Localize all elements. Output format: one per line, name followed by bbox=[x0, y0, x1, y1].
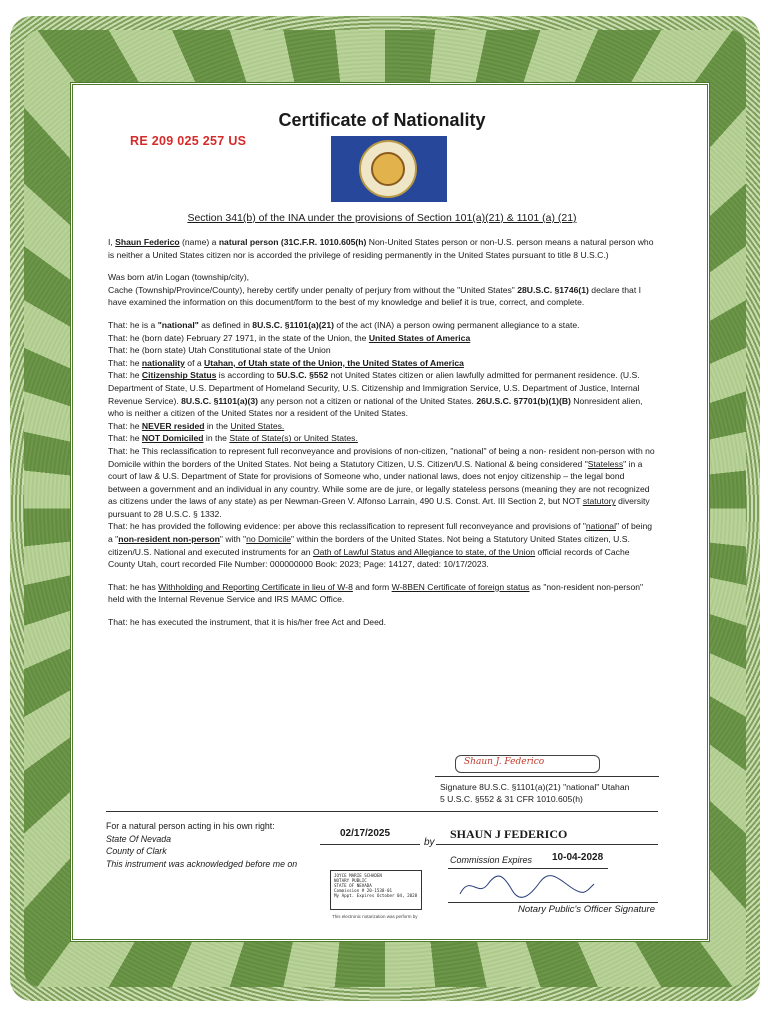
certificate-paper bbox=[88, 98, 676, 933]
section-heading: Section 341(b) of the INA under the provisions of Section 101(a)(21) & 1101 (a) (21) bbox=[187, 212, 577, 224]
text-run: " in a court of law & U.S. Department of State for provisions of Someone who, under national laws, does not enjoy citizenship – the legal bond between a government and an individual in any country. While some are de jure, or legally stateless persons (meaning they are not recognized as citizens under the laws of any state) as per Newman-Green V. Alfonso Larrain, 490 U.S. Const. Art. III Section 2, but NOT bbox=[108, 458, 650, 507]
notary-signature-line bbox=[448, 902, 658, 903]
text-run: in the bbox=[203, 433, 230, 444]
clause-citizenship-status bbox=[108, 369, 656, 419]
text-run: That: he is a bbox=[108, 319, 158, 330]
notary-signature-scribble bbox=[456, 872, 596, 900]
text-run: is according to bbox=[216, 370, 277, 381]
clause-free-act: That: he has executed the instrument, that it is his/her free Act and Deed. bbox=[108, 617, 387, 628]
name-line bbox=[436, 844, 658, 845]
text-run: That: he bbox=[108, 357, 142, 368]
text-run: no Domicile bbox=[246, 534, 291, 545]
text-run: 8U.S.C. §1101(a)(21) bbox=[252, 319, 334, 330]
text-run: NOT Domiciled bbox=[141, 433, 204, 444]
clause-stateless bbox=[108, 445, 656, 521]
text-run: 5U.S.C. §552 bbox=[276, 370, 329, 381]
text-run: and form bbox=[352, 581, 392, 592]
acknowledged-name: SHAUN J FEDERICO bbox=[450, 827, 568, 841]
text-run: Oath of Lawful Status and Allegiance to state, of the Union bbox=[312, 546, 536, 557]
electronic-notarization-note: This electronic notarization was perform by bbox=[332, 914, 418, 919]
text-run: That: he This reclassification to represent full reconveyance and provisions of non-citizen, "national" of being a non- resident non-person with no Domicile within the borders of the United States. Not being a Statutory Citizen, U.S. Citizen/U.S. National & being considered " bbox=[108, 445, 655, 469]
text-run: not United States citizen or alien lawfully admitted for permanent residence. (U.S. Department of State, U.S. Department of Homeland Security, U.S. Citizenship and Immigration Service, U.S. Department of Justice, Internal Revenue Service). bbox=[108, 370, 640, 406]
text-run: diversity pursuant to 28 U.S.C. § 1332. bbox=[108, 496, 650, 519]
eagle-seal-icon bbox=[359, 140, 417, 198]
text-run: Utahan, of Utah state of the Union, the United States of America bbox=[204, 357, 464, 368]
commission-line bbox=[448, 868, 608, 869]
declarant-signature: Shaun J. Federico bbox=[464, 757, 545, 767]
declarant-signature-box bbox=[455, 755, 600, 773]
text-run: NEVER resided bbox=[141, 420, 205, 431]
clause-nationality bbox=[108, 357, 656, 370]
text-run: as defined in bbox=[198, 319, 253, 330]
text-run: Nonresident alien, who is neither a citizen of the United States nor a resident of the United States. bbox=[108, 395, 643, 419]
date-line bbox=[320, 844, 420, 845]
text-run: non-resident non-person bbox=[118, 534, 220, 545]
text-run: declare that I have examined the information on this document/form to the best of my knowledge and belief it is true, correct, and complete. bbox=[108, 284, 641, 308]
text-run: in the bbox=[204, 420, 231, 431]
signature-line bbox=[435, 776, 659, 777]
text-run: State of State(s) or United States. bbox=[229, 433, 358, 444]
text-run: of a bbox=[184, 357, 205, 368]
clause-evidence bbox=[108, 520, 656, 570]
text-run: That: he bbox=[108, 420, 142, 431]
text-run: " with " bbox=[219, 534, 247, 545]
text-run: 28U.S.C. §1746(1) bbox=[517, 284, 589, 295]
text-run: nationality bbox=[141, 357, 185, 368]
commission-date: 10-04-2028 bbox=[552, 852, 604, 863]
text-run: natural person (31C.F.R. 1010.605(h) bbox=[218, 237, 367, 247]
commission-label: Commission Expires bbox=[450, 855, 533, 865]
text-run: United States of America bbox=[368, 332, 471, 343]
clause-born-date bbox=[108, 332, 656, 345]
clause-born-state: That: he (born state) Utah Constitutional state of the Union bbox=[108, 345, 331, 356]
text-run: That: he has bbox=[108, 581, 159, 592]
clause-not-domiciled bbox=[108, 432, 656, 445]
notary-state: State Of Nevada bbox=[106, 833, 172, 844]
text-run: any person not a citizen or national of the United States. bbox=[258, 395, 477, 406]
text-run: W-8BEN Certificate of foreign status bbox=[391, 581, 530, 592]
text-run: That: he has provided the following evidence: per above this reclassification to represent full reconveyance and provisions of " bbox=[108, 521, 586, 532]
signature-caption bbox=[440, 781, 660, 805]
text-run: That: he bbox=[108, 433, 142, 444]
certificate-title: Certificate of Nationality bbox=[278, 110, 486, 130]
by-label: by bbox=[424, 837, 435, 848]
notary-county: County of Clark bbox=[106, 846, 167, 856]
notary-line1: For a natural person acting in his own right: bbox=[106, 821, 275, 831]
text-run: 8U.S.C. §1101(a)(3) bbox=[181, 395, 258, 406]
eagle-seal-center bbox=[371, 152, 405, 186]
signature-caption-line1: Signature 8U.S.C. §1101(a)(21) "national" Utahan bbox=[440, 782, 630, 792]
birth-paragraph bbox=[108, 271, 656, 309]
text-run: as "non-resident non-person" held with the Internal Revenue Service and IRS MAMC Office. bbox=[108, 581, 644, 605]
declarant-name: Shaun Federico bbox=[115, 237, 180, 247]
certificate-body bbox=[108, 236, 656, 629]
clause-never-resided bbox=[108, 420, 656, 433]
text-run: national bbox=[585, 521, 616, 532]
text-run: statutory bbox=[582, 496, 616, 507]
text-run: Stateless bbox=[587, 458, 624, 469]
clause-national bbox=[108, 319, 656, 332]
text-run: "national" bbox=[157, 319, 199, 330]
notary-stamp bbox=[330, 870, 422, 910]
text-run: That: he bbox=[108, 370, 142, 381]
notary-date: 02/17/2025 bbox=[340, 828, 391, 839]
declaration-paragraph bbox=[108, 236, 656, 261]
text-run: Non-United States person or non-U.S. person means a natural person who is neither a United States citizen nor is accorded the privilege of residing permanently in the United States pursuant to title 8 U.S.C.) bbox=[108, 237, 654, 260]
text-run: " of being a " bbox=[108, 521, 653, 545]
text-run: That: he (born date) February 27 1971, in the state of the Union, the bbox=[108, 332, 369, 343]
clause-withholding bbox=[108, 581, 656, 606]
text-run: (name) a bbox=[179, 237, 219, 247]
notary-signature-caption: Notary Public's Officer Signature bbox=[518, 904, 655, 915]
text-run: United States. bbox=[230, 420, 285, 431]
notary-stamp-text: JOYCE MARIE SCHADEN NOTARY PUBLIC STATE OF NEVADA Commission # 20-1538-01 My Appt. Expires October 04, 2028 bbox=[334, 873, 418, 898]
signature-caption-line2: 5 U.S.C. §552 & 31 CFR 1010.605(h) bbox=[440, 794, 583, 804]
text-run: Withholding and Reporting Certificate in lieu of W-8 bbox=[158, 581, 353, 592]
us-state-department-flag bbox=[331, 136, 447, 202]
text-run: Citizenship Status bbox=[141, 370, 217, 381]
text-run: I, bbox=[108, 237, 116, 247]
text-run: official records of Cache County Utah, court recorded File Number: 000000000 Book: 2023; Page: 14127, dated: 10/17/2023. bbox=[108, 546, 630, 570]
text-run: of the act (INA) a person owing permanent allegiance to a state. bbox=[333, 319, 580, 330]
tracking-number: RE 209 025 257 US bbox=[130, 134, 247, 148]
text-run: Cache (Township/Province/County), hereby certify under penalty of perjury from without the "United States" bbox=[108, 284, 518, 295]
text-run: Was born at/in Logan (township/city), bbox=[108, 272, 250, 283]
notary-divider bbox=[106, 811, 658, 812]
text-run: " within the borders of the United States. Not being a Statutory United States citizen, U.S. citizen/U.S. National and executed instruments for an bbox=[108, 534, 630, 557]
notary-acknowledgment bbox=[106, 820, 306, 870]
text-run: 26U.S.C. §7701(b)(1)(B) bbox=[476, 395, 571, 406]
notary-acknowledged: This instrument was acknowledged before me on bbox=[106, 858, 298, 869]
